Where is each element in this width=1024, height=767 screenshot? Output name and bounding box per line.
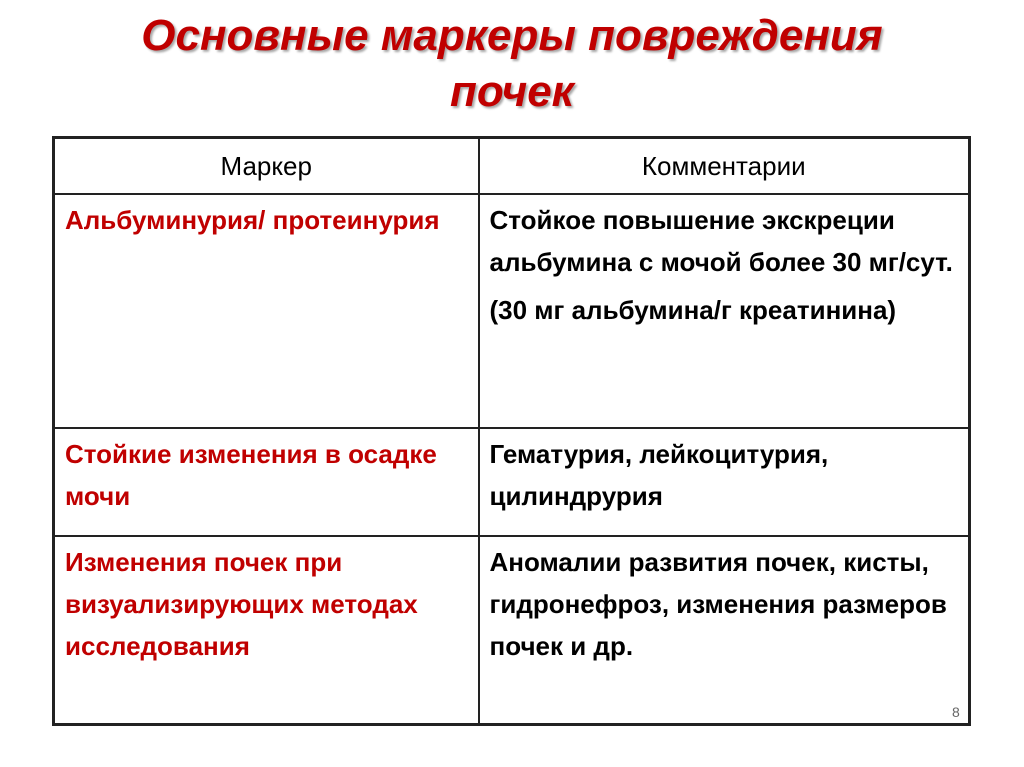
slide-title [90, 8, 934, 120]
marker-text: Альбуминурия/ протеинурия [65, 205, 440, 235]
column-header-marker: Маркер [54, 138, 479, 195]
slide-title-line-2: почек [450, 67, 574, 116]
comment-paragraph: Аномалии развития почек, кисты, гидронефроз, изменения размеров почек и др. [489, 547, 947, 661]
comment-cell [479, 194, 970, 428]
kidney-damage-markers-table [52, 136, 971, 726]
comment-paragraph: (30 мг альбумина/г креатинина) [489, 295, 897, 325]
marker-cell [54, 536, 479, 725]
page-number: 8 [952, 704, 960, 720]
table-row [54, 428, 970, 536]
table-header-row [54, 138, 970, 195]
column-header-comment: Комментарии [479, 138, 970, 195]
comment-paragraph: Гематурия, лейкоцитурия, цилиндрурия [489, 439, 829, 511]
marker-cell [54, 194, 479, 428]
marker-cell [54, 428, 479, 536]
marker-text: Изменения почек при визуализирующих методах исследования [65, 547, 418, 661]
comment-cell [479, 428, 970, 536]
table-row [54, 536, 970, 725]
marker-text: Стойкие изменения в осадке мочи [65, 439, 437, 511]
comment-cell [479, 536, 970, 725]
comment-paragraph: Стойкое повышение экскреции альбумина с мочой более 30 мг/сут. [489, 205, 953, 277]
table-row [54, 194, 970, 428]
slide-title-line-1: Основные маркеры повреждения [141, 11, 883, 60]
